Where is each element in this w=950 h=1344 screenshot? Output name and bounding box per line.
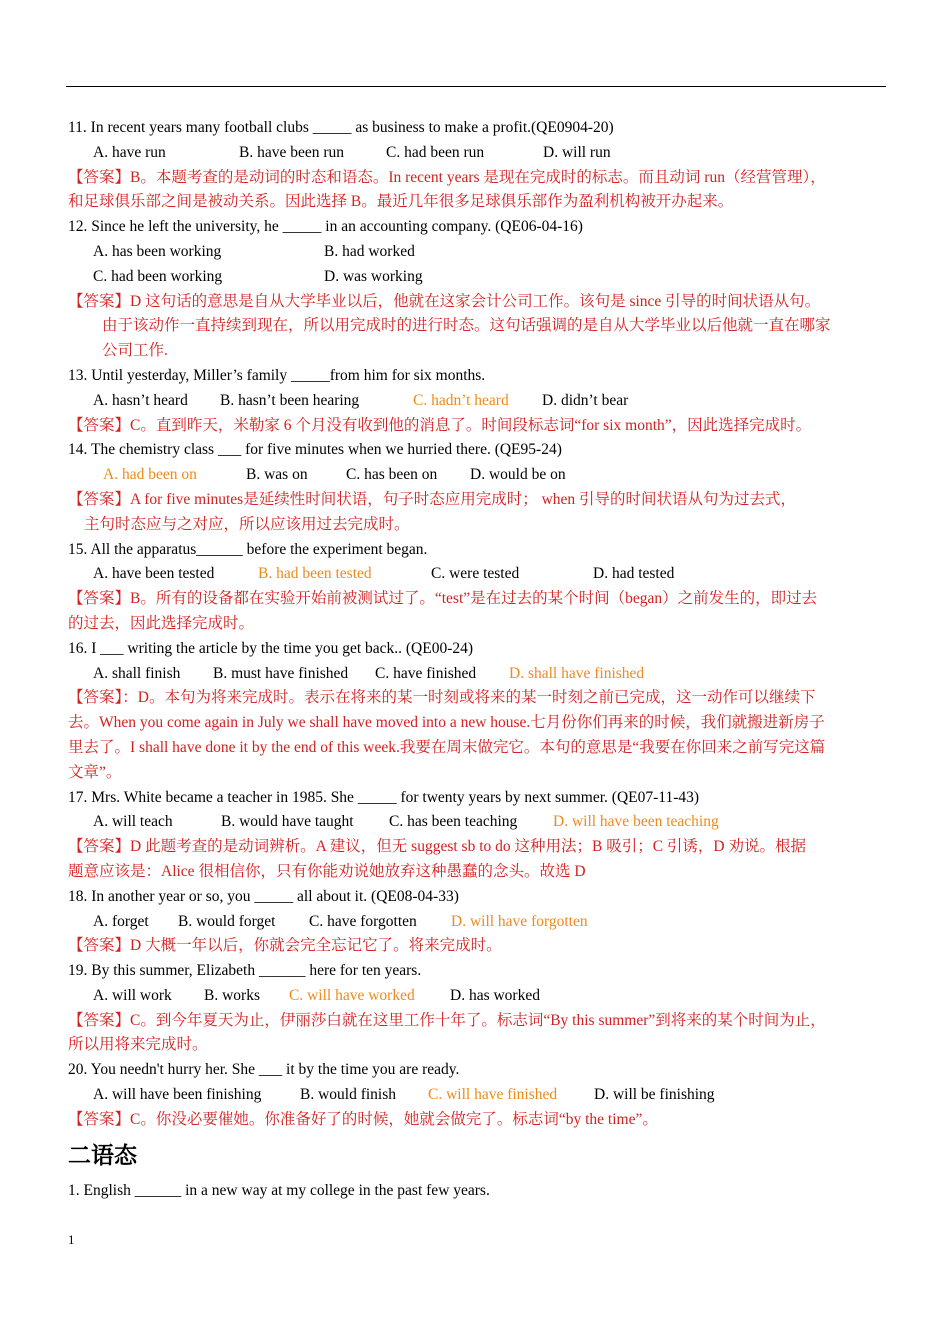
answer-line: 【答案】B。本题考查的是动词的时态和语态。In recent years 是现在完成时的标志。而且动词 run（经营管理），	[68, 168, 826, 186]
answer-line: 题意应该是：Alice 很相信你，只有你能劝说她放弃这种愚蠢的念头。故选 D	[68, 862, 586, 880]
option-a: A. shall finish	[93, 664, 181, 682]
answer-line: 所以用将来完成时。	[68, 1036, 208, 1054]
question-stem: 18. In another year or so, you _____ all about it. (QE08-04-33)	[68, 887, 459, 905]
option-c: C. has been teaching	[389, 813, 518, 831]
option-row	[68, 240, 888, 265]
question-stem: 13. Until yesterday, Miller’s family _____from him for six months.	[68, 366, 486, 384]
option-c-correct: C. will have finished	[428, 1086, 558, 1104]
answer-line: 里去了。I shall have done it by the end of this week.我要在周末做完它。本句的意思是“我要在你回来之前写完这篇	[68, 738, 826, 756]
option-a: A. has been working	[93, 242, 222, 260]
option-row	[68, 141, 888, 166]
answer-line: 【答案】C。直到昨天，米勒家 6 个月没有收到他的消息了。时间段标志词“for six month”，因此选择完成时。	[68, 416, 812, 434]
option-b: B. would forget	[178, 912, 276, 930]
option-b: B. would finish	[300, 1086, 397, 1104]
answer-line: 去。When you come again in July we shall have moved into a new house.七月份你们再来的时候，我们就搬进新房子	[68, 714, 825, 732]
answer-line: 和足球俱乐部之间是被动关系。因此选择 B。最近几年很多足球俱乐部作为盈利机构被开办起来。	[68, 193, 734, 211]
question-stem: 20. You needn't hurry her. She ___ it by the time you are ready.	[68, 1061, 460, 1079]
option-b: B. was on	[246, 466, 308, 484]
section-heading: 二语态	[68, 1142, 137, 1169]
option-row	[68, 562, 888, 587]
option-a: A. forget	[93, 912, 149, 930]
option-a: A. hasn’t heard	[93, 391, 188, 409]
option-c: C. had been run	[386, 143, 485, 161]
option-d: D. didn’t bear	[542, 391, 629, 409]
answer-line: 主句时态应与之对应，所以应该用过去完成时。	[84, 515, 410, 533]
option-d: D. had tested	[593, 565, 675, 583]
option-c: C. had been working	[93, 267, 223, 285]
answer-line: 公司工作.	[102, 342, 168, 360]
answer-line: 【答案】C。到今年夏天为止，伊丽莎白就在这里工作十年了。标志词“By this summer”到将来的某个时间为止，	[68, 1011, 826, 1029]
option-row	[68, 810, 888, 835]
question-stem: 17. Mrs. White became a teacher in 1985. She _____ for twenty years by next summer. (QE07-11-43)	[68, 788, 700, 806]
option-c: C. have forgotten	[309, 912, 417, 930]
answer-line: 【答案】D 此题考查的是动词辨析。A 建议，但无 suggest sb to do 这种用法；B 吸引；C 引诱，D 劝说。根据	[68, 838, 806, 856]
question-stem: 15. All the apparatus______ before the experiment began.	[68, 540, 428, 558]
answer-line: 【答案】A for five minutes是延续性时间状语，句子时态应用完成时； when 引导的时间状语从句为过去式，	[68, 490, 797, 508]
option-b: B. would have taught	[221, 813, 354, 831]
option-a: A. have run	[93, 143, 166, 161]
option-d: D. will be finishing	[594, 1086, 715, 1104]
option-a: A. will have been finishing	[93, 1086, 262, 1104]
option-a: A. have been tested	[93, 565, 215, 583]
answer-line: 【答案】D 这句话的意思是自从大学毕业以后，他就在这家会计公司工作。该句是 since 引导的时间状语从句。	[68, 292, 821, 310]
option-row	[68, 389, 888, 414]
page-number: 1	[68, 1232, 75, 1247]
answer-line: 【答案】C。你没必要催她。你准备好了的时候，她就会做完了。标志词“by the time”。	[68, 1110, 658, 1128]
answer-line: 文章”。	[68, 763, 122, 781]
answer-line: 【答案】D 大概一年以后，你就会完全忘记它了。将来完成时。	[68, 937, 502, 955]
option-a: A. will teach	[93, 813, 173, 831]
question-stem: 19. By this summer, Elizabeth ______ here for ten years.	[68, 962, 422, 980]
question-stem: 1. English ______ in a new way at my college in the past few years.	[68, 1181, 490, 1199]
option-row	[68, 910, 888, 935]
option-d: D. was working	[324, 267, 423, 285]
option-a-correct: A. had been on	[103, 466, 197, 484]
question-stem: 11. In recent years many football clubs _____ as business to make a profit.(QE0904-20)	[68, 119, 614, 136]
option-d: D. has worked	[450, 986, 540, 1004]
question-stem: 14. The chemistry class ___ for five minutes when we hurried there. (QE95-24)	[68, 441, 562, 459]
option-d-correct: D. will have forgotten	[451, 912, 588, 930]
option-d: D. will run	[543, 143, 611, 161]
answer-line: 由于该动作一直持续到现在，所以用完成时的进行时态。这句话强调的是自从大学毕业以后他就一直在哪家	[102, 317, 831, 335]
answer-line: 【答案】：D。本句为将来完成时。表示在将来的某一时刻或将来的某一时刻之前已完成，这一动作可以继续下	[68, 689, 816, 707]
option-b: B. hasn’t been hearing	[220, 391, 360, 409]
option-row	[68, 1083, 888, 1108]
option-row	[68, 265, 888, 290]
option-b-correct: B. had been tested	[258, 565, 372, 583]
question-stem: 12. Since he left the university, he _____ in an accounting company. (QE06-04-16)	[68, 218, 583, 236]
option-d: D. would be on	[470, 466, 566, 484]
document-body	[68, 116, 888, 1203]
option-a: A. will work	[93, 986, 172, 1004]
option-b: B. had worked	[324, 242, 415, 260]
option-c: C. were tested	[431, 565, 520, 583]
option-d-correct: D. will have been teaching	[553, 813, 719, 831]
answer-line: 【答案】B。所有的设备都在实验开始前被测试过了。“test”是在过去的某个时间（began）之前发生的，即过去	[68, 590, 818, 608]
option-c-correct: C. hadn’t heard	[413, 391, 509, 409]
question-stem: 16. I ___ writing the article by the time you get back.. (QE00-24)	[68, 639, 474, 657]
option-c-correct: C. will have worked	[289, 986, 415, 1004]
option-b: B. have been run	[239, 143, 345, 161]
header-rule	[66, 86, 886, 87]
option-row	[68, 463, 888, 488]
option-c: C. have finished	[375, 664, 477, 682]
option-row	[68, 984, 888, 1009]
option-row	[68, 662, 888, 687]
option-d-correct: D. shall have finished	[509, 664, 645, 682]
option-b: B. must have finished	[213, 664, 349, 682]
answer-line: 的过去，因此选择完成时。	[68, 614, 255, 632]
option-c: C. has been on	[346, 466, 438, 484]
option-b: B. works	[204, 986, 260, 1004]
